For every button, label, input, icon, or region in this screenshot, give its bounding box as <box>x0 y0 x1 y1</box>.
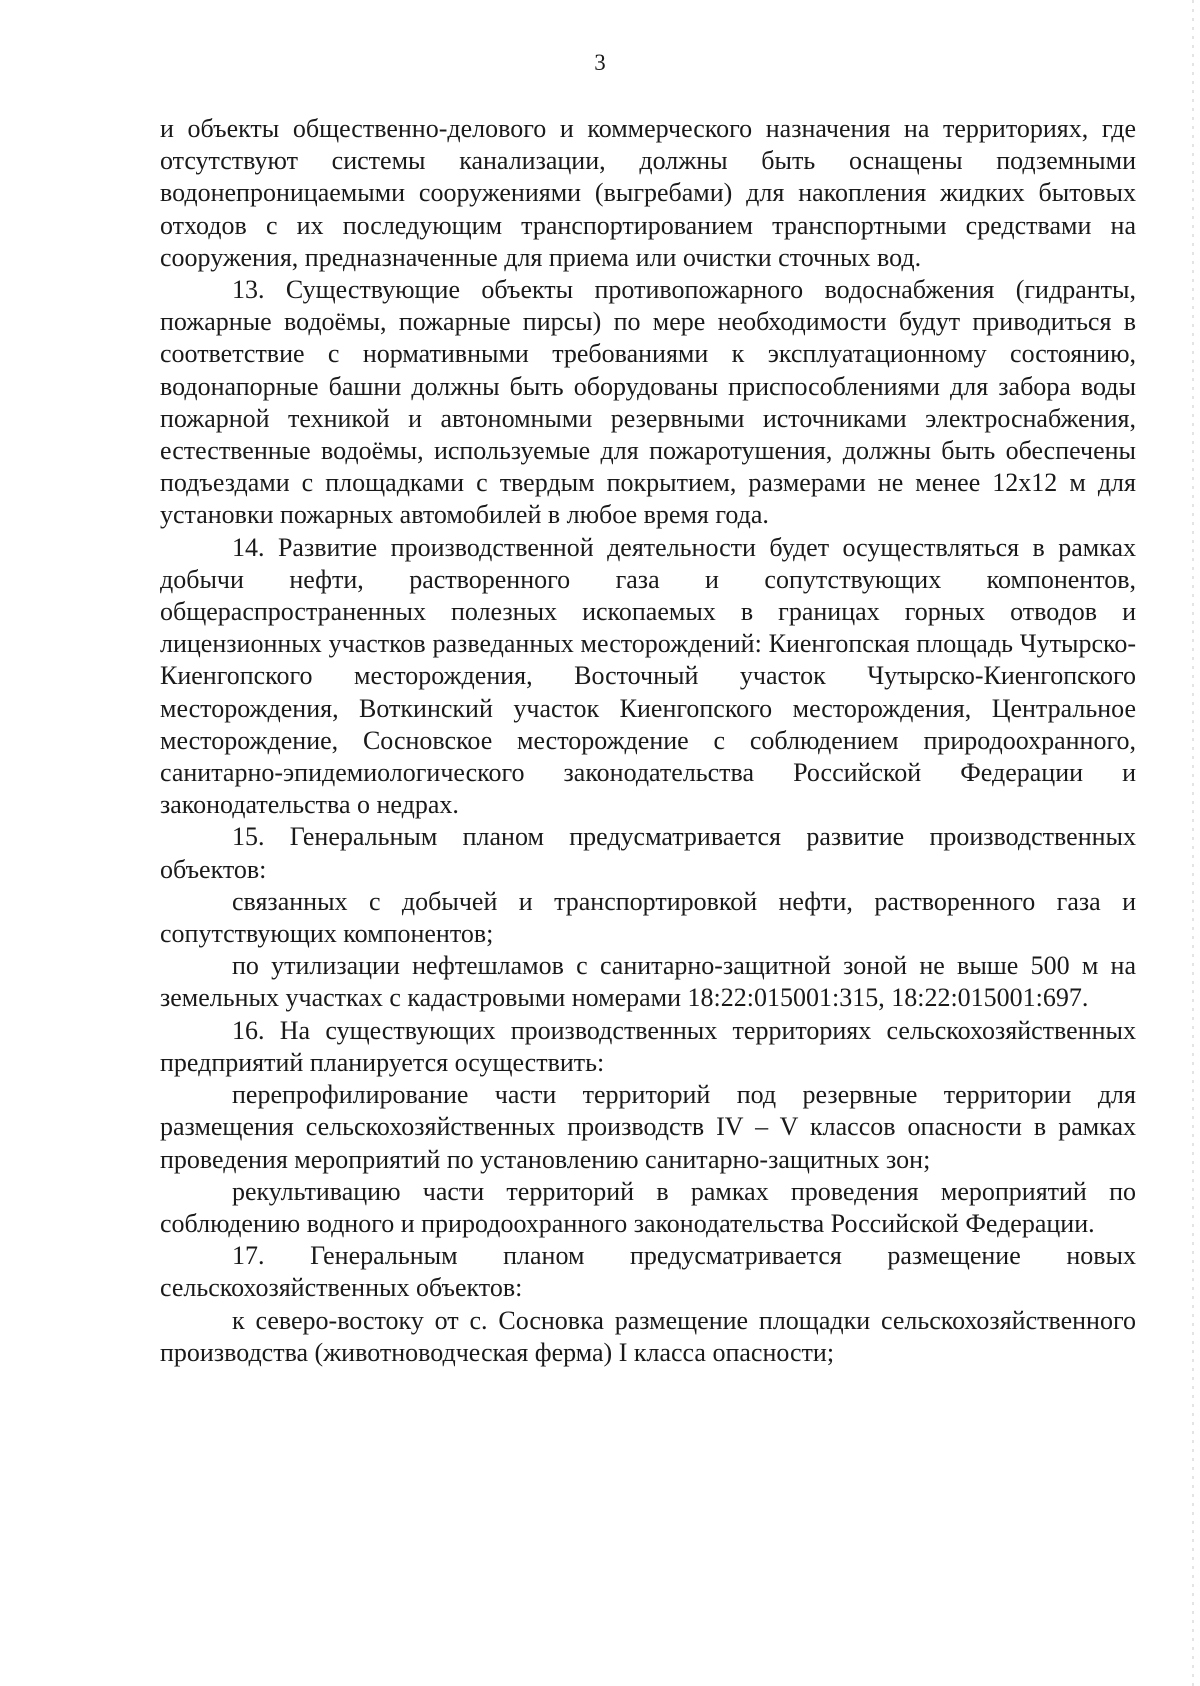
page-number: 3 <box>594 50 606 75</box>
paragraph-continuation: и объекты общественно-делового и коммерческого назначения на территориях, где отсутствуют системы канализации, должны быть оснащены подземными водонепроницаемыми сооружениями (выгребами) для накопления жидких бытовых отходов с их последующим транспортированием транспортными средствами на сооружения, предназначенные для приема или очистки сточных вод. <box>160 114 1136 272</box>
document-body <box>160 113 1136 1369</box>
paragraph-17-item-farm: к северо-востоку от с. Сосновка размещение площадки сельскохозяйственного производства (животноводческая ферма) I класса опасности; <box>160 1305 1136 1367</box>
paragraph-17-new-agricultural-objects: 17. Генеральным планом предусматривается размещение новых сельскохозяйственных объектов: <box>160 1241 1136 1303</box>
paragraph-16-item-reprofiling: перепрофилирование части территорий под резервные территории для размещения сельскохозяйственных производств IV – V классов опасности в рамках проведения мероприятий по установлению санитарно-защитных зон; <box>160 1080 1136 1174</box>
paragraph-15-general-plan: 15. Генеральным планом предусматривается развитие производственных объектов: <box>160 822 1136 884</box>
paragraph-14-production-development: 14. Развитие производственной деятельности будет осуществляться в рамках добычи нефти, растворенного газа и сопутствующих компонентов, общераспространенных полезных ископаемых в границах горных отводов и лицензионных участков разведанных месторождений: Киенгопская площадь Чутырско-Киенгопского месторождения, Восточный участок Чутырско-Киенгопского месторождения, Воткинский участок Киенгопского месторождения, Центральное месторождение, Сосновское месторождение с соблюдением природоохранного, санитарно-эпидемиологического законодательства Российской Федерации и законодательства о недрах. <box>160 532 1136 820</box>
paragraph-15-item-oil-transport: связанных с добычей и транспортировкой нефти, растворенного газа и сопутствующих компонентов; <box>160 886 1136 949</box>
paragraph-13-fire-water-supply: 13. Существующие объекты противопожарного водоснабжения (гидранты, пожарные водоёмы, пожарные пирсы) по мере необходимости будут приводиться в соответствие с нормативными требованиями к эксплуатационному состоянию, водонапорные башни должны быть оборудованы приспособлениями для забора воды пожарной техникой и автономными резервными источниками электроснабжения, естественные водоёмы, используемые для пожаротушения, должны быть обеспечены подъездами с площадками с твердым покрытием, размерами не менее 12х12 м для установки пожарных автомобилей в любое время года. <box>160 275 1136 530</box>
paragraph-16-item-recultivation: рекультивацию части территорий в рамках проведения мероприятий по соблюдению водного и природоохранного законодательства Российской Федерации. <box>160 1176 1136 1238</box>
paragraph-15-item-oil-sludge: по утилизации нефтешламов с санитарно-защитной зоной не выше 500 м на земельных участках с кадастровыми номерами 18:22:015001:315, 18:22:015001:697. <box>160 951 1136 1013</box>
paragraph-16-agricultural-territories: 16. На существующих производственных территориях сельскохозяйственных предприятий планируется осуществить: <box>160 1015 1136 1077</box>
scan-edge-mark <box>1192 0 1194 1686</box>
